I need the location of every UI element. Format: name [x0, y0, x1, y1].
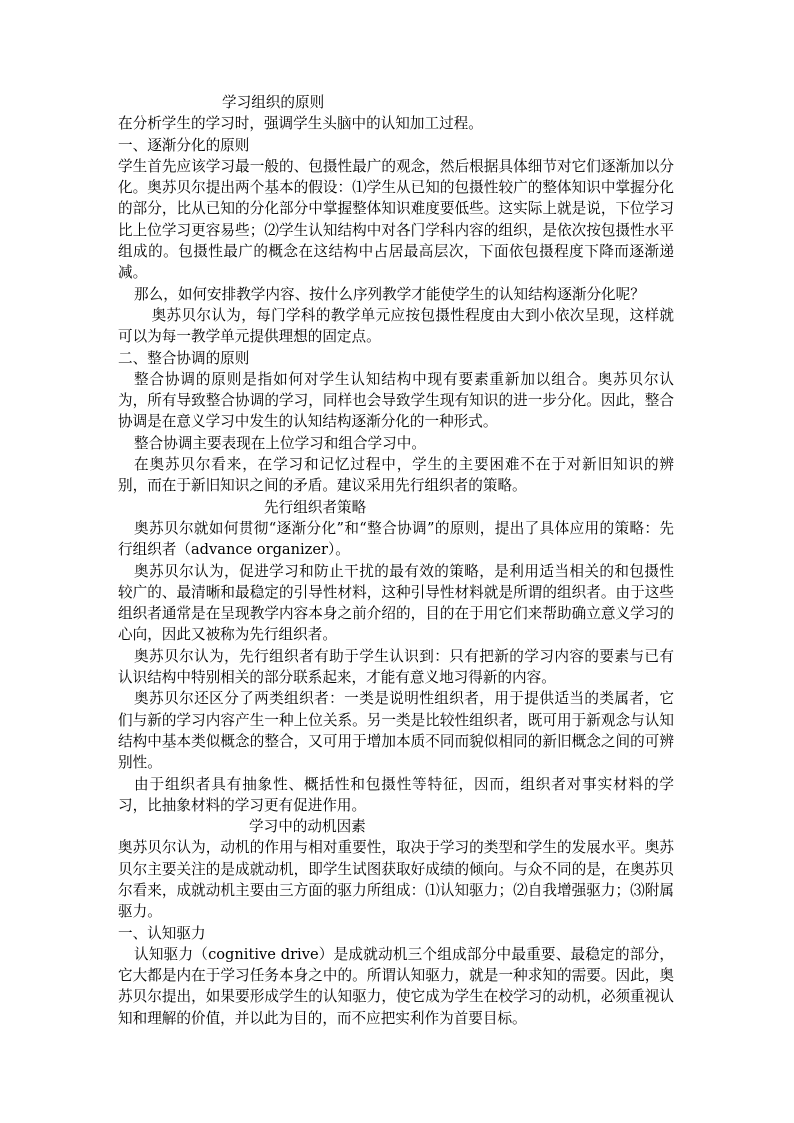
paragraph: 在奥苏贝尔看来，在学习和记忆过程中，学生的主要困难不在于对新旧知识的辨别，而在于新旧知识之间的矛盾。建议采用先行组织者的策略。 [118, 456, 674, 495]
section-title-advance-organizer: 先行组织者策略 [264, 498, 367, 516]
section-title-motivation: 学习中的动机因素 [249, 818, 366, 836]
paragraph: 那么，如何安排教学内容、按什么序列教学才能使学生的认知结构逐渐分化呢？ [134, 285, 645, 303]
document-body [118, 92, 674, 1029]
section-heading-cognitive-drive: 一、认知驱力 [118, 924, 206, 942]
paragraph: 奥苏贝尔认为，促进学习和防止干扰的最有效的策略，是利用适当相关的和包摄性较广的、最清晰和最稳定的引导性材料，这种引导性材料就是所谓的组织者。由于这些组织者通常是在呈现教学内容本身之前介绍的，目的在于用它们来帮助确立意义学习的心向，因此又被称为先行组织者。 [118, 562, 674, 644]
section-heading-integration: 二、整合协调的原则 [118, 349, 250, 367]
paragraph: 学生首先应该学习最一般的、包摄性最广的观念，然后根据具体细节对它们逐渐加以分化。奥苏贝尔提出两个基本的假设：⑴学生从已知的包摄性较广的整体知识中掌握分化的部分，比从已知的分化部分中掌握整体知识难度要低些。这实际上就是说，下位学习比上位学习更容易些；⑵学生认知结构中对各门学科内容的组织，是依次按包摄性水平组成的。包摄性最广的概念在这结构中占居最高层次，下面依包摄程度下降而逐渐递减。 [118, 157, 674, 282]
section-heading-differentiation: 一、逐渐分化的原则 [118, 136, 250, 154]
paragraph: 奥苏贝尔认为，动机的作用与相对重要性，取决于学习的类型和学生的发展水平。奥苏贝尔主要关注的是成就动机，即学生试图获取好成绩的倾向。与众不同的是，在奥苏贝尔看来，成就动机主要由三方面的驱力所组成：⑴认知驱力；⑵自我增强驱力；⑶附属驱力。 [118, 839, 674, 921]
paragraph: 整合协调的原则是指如何对学生认知结构中现有要素重新加以组合。奥苏贝尔认为，所有导致整合协调的学习，同样也会导致学生现有知识的进一步分化。因此，整合协调是在意义学习中发生的认知结构逐渐分化的一种形式。 [118, 370, 674, 431]
paragraph: 整合协调主要表现在上位学习和组合学习中。 [134, 434, 426, 452]
paragraph: 由于组织者具有抽象性、概括性和包摄性等特征，因而，组织者对事实材料的学习，比抽象材料的学习更有促进作用。 [118, 775, 674, 814]
paragraph: 奥苏贝尔认为，每门学科的教学单元应按包摄性程度由大到小依次呈现，这样就可以为每一教学单元提供理想的固定点。 [118, 306, 674, 346]
paragraph: 奥苏贝尔认为，先行组织者有助于学生认识到：只有把新的学习内容的要素与已有认识结构中特别相关的部分联系起来，才能有意义地习得新的内容。 [118, 647, 674, 687]
intro-paragraph: 在分析学生的学习时，强调学生头脑中的认知加工过程。 [118, 115, 483, 133]
paragraph: 奥苏贝尔还区分了两类组织者：一类是说明性组织者，用于提供适当的类属者，它们与新的学习内容产生一种上位关系。另一类是比较性组织者，既可用于新观念与认知结构中基本类似概念的整合，又可用于增加本质不同而貌似相同的新旧概念之间的可辨别性。 [118, 690, 674, 772]
paragraph: 认知驱力（cognitive drive）是成就动机三个组成部分中最重要、最稳定的部分，它大都是内在于学习任务本身之中的。所谓认知驱力，就是一种求知的需要。因此，奥苏贝尔提出，如果要形成学生的认知驱力，使它成为学生在校学习的动机，必须重视认知和理解的价值，并以此为目的，而不应把实利作为首要目标。 [118, 945, 674, 1027]
paragraph: 奥苏贝尔就如何贯彻“逐渐分化”和“整合协调”的原则，提出了具体应用的策略：先行组织者（advance organizer）。 [118, 519, 674, 559]
doc-title: 学习组织的原则 [222, 94, 325, 111]
